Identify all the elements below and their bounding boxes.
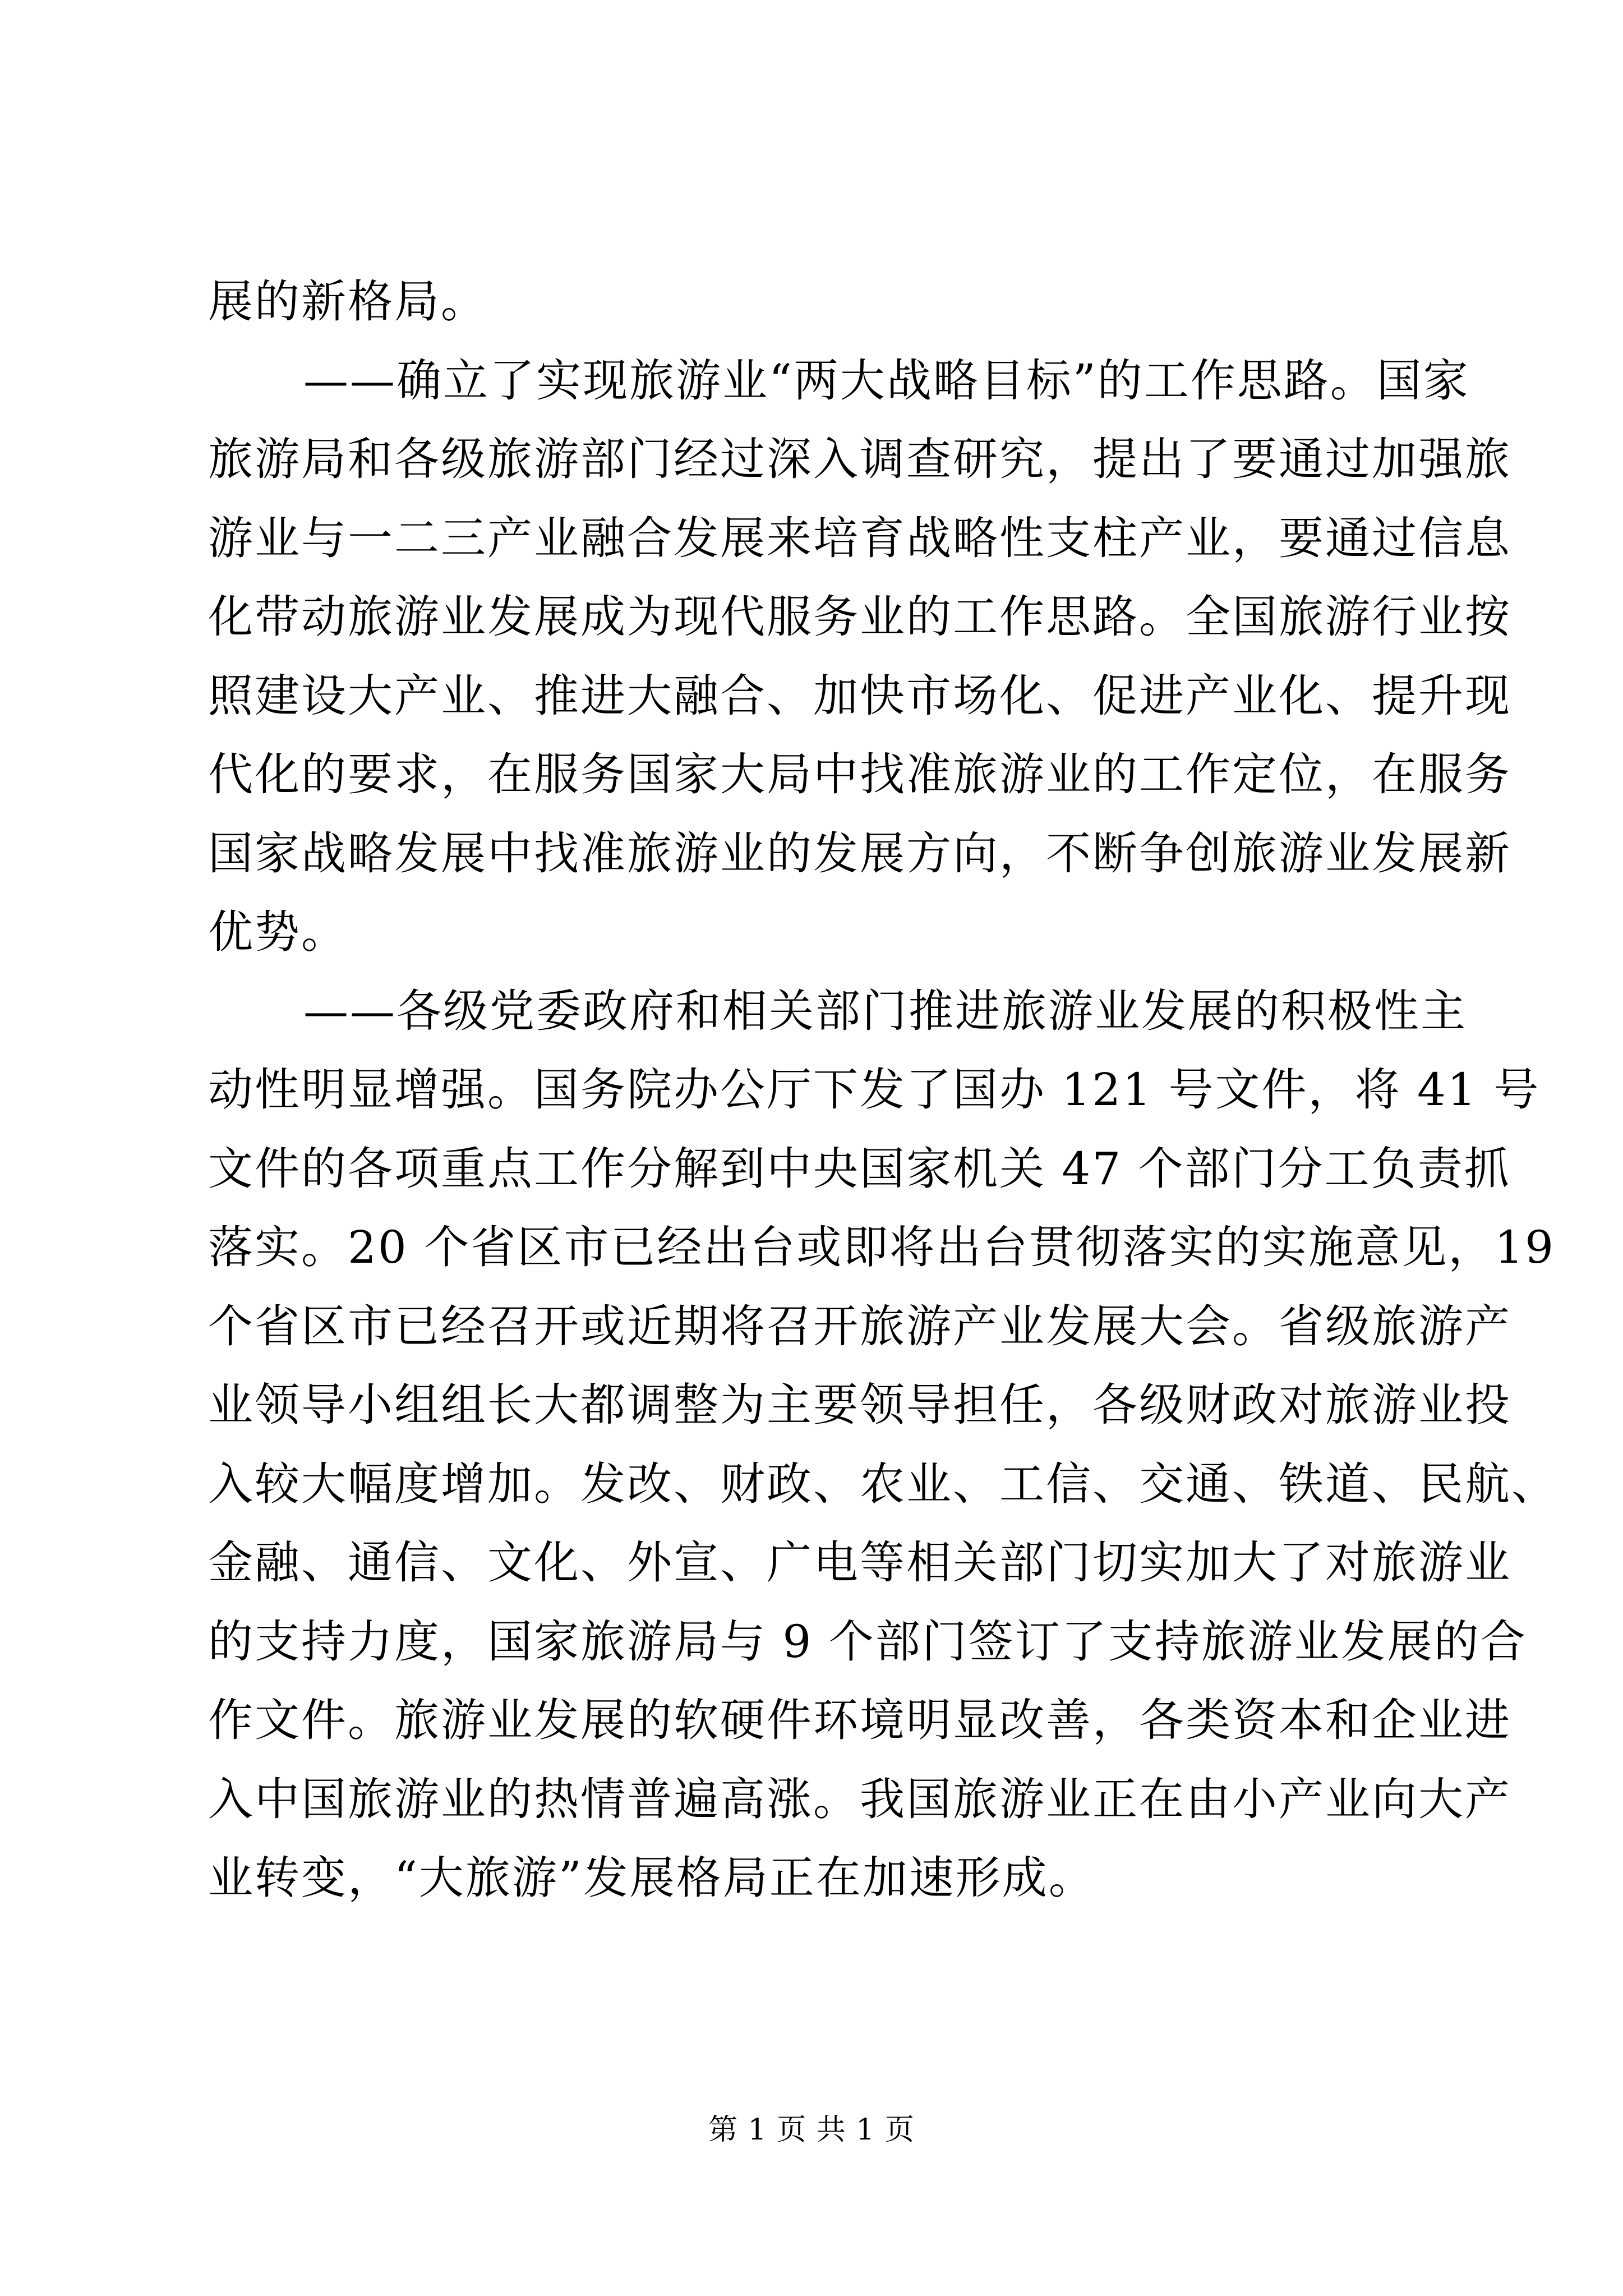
paragraph-first-line: ——各级党委政府和相关部门推进旅游业发展的积极性主 xyxy=(303,984,1467,1037)
text-line: 个省区市已经召开或近期将召开旅游产业发展大会。省级旅游产 xyxy=(208,1300,1511,1352)
text-line: 展的新格局。 xyxy=(208,275,487,328)
text-line: 落实。20 个省区市已经出台或即将出台贯彻落实的实施意见，19 xyxy=(208,1221,1556,1273)
paragraph-first-line: ——确立了实现旅游业“两大战略目标”的工作思路。国家 xyxy=(303,354,1470,407)
text-line: 化带动旅游业发展成为现代服务业的工作思路。全国旅游行业按 xyxy=(208,591,1511,643)
text-line: 优势。 xyxy=(208,906,348,958)
text-line: 旅游局和各级旅游部门经过深入调查研究，提出了要通过加强旅 xyxy=(208,433,1511,485)
text-line: 照建设大产业、推进大融合、加快市场化、促进产业化、提升现 xyxy=(208,669,1511,722)
text-line: 文件的各项重点工作分解到中央国家机关 47 个部门分工负责抓 xyxy=(208,1142,1511,1195)
text-line: 业领导小组组长大都调整为主要领导担任，各级财政对旅游业投 xyxy=(208,1379,1511,1431)
text-line: 游业与一二三产业融合发展来培育战略性支柱产业，要通过信息 xyxy=(208,512,1511,564)
text-line: 作文件。旅游业发展的软硬件环境明显改善，各类资本和企业进 xyxy=(208,1694,1511,1746)
text-line: 代化的要求，在服务国家大局中找准旅游业的工作定位，在服务 xyxy=(208,748,1511,800)
text-line: 金融、通信、文化、外宣、广电等相关部门切实加大了对旅游业 xyxy=(208,1536,1511,1589)
text-line: 的支持力度，国家旅游局与 9 个部门签订了支持旅游业发展的合 xyxy=(208,1615,1527,1668)
page-footer: 第 1 页 共 1 页 xyxy=(708,2113,915,2147)
text-line: 国家战略发展中找准旅游业的发展方向，不断争创旅游业发展新 xyxy=(208,827,1511,880)
text-line: 入中国旅游业的热情普遍高涨。我国旅游业正在由小产业向大产 xyxy=(208,1773,1511,1825)
text-line: 入较大幅度增加。发改、财政、农业、工信、交通、铁道、民航、 xyxy=(208,1457,1558,1510)
body-text xyxy=(208,263,1558,1918)
text-line: 业转变，“大旅游”发展格局正在加速形成。 xyxy=(208,1852,1095,1904)
text-line: 动性明显增强。国务院办公厅下发了国办 121 号文件，将 41 号 xyxy=(208,1064,1541,1116)
